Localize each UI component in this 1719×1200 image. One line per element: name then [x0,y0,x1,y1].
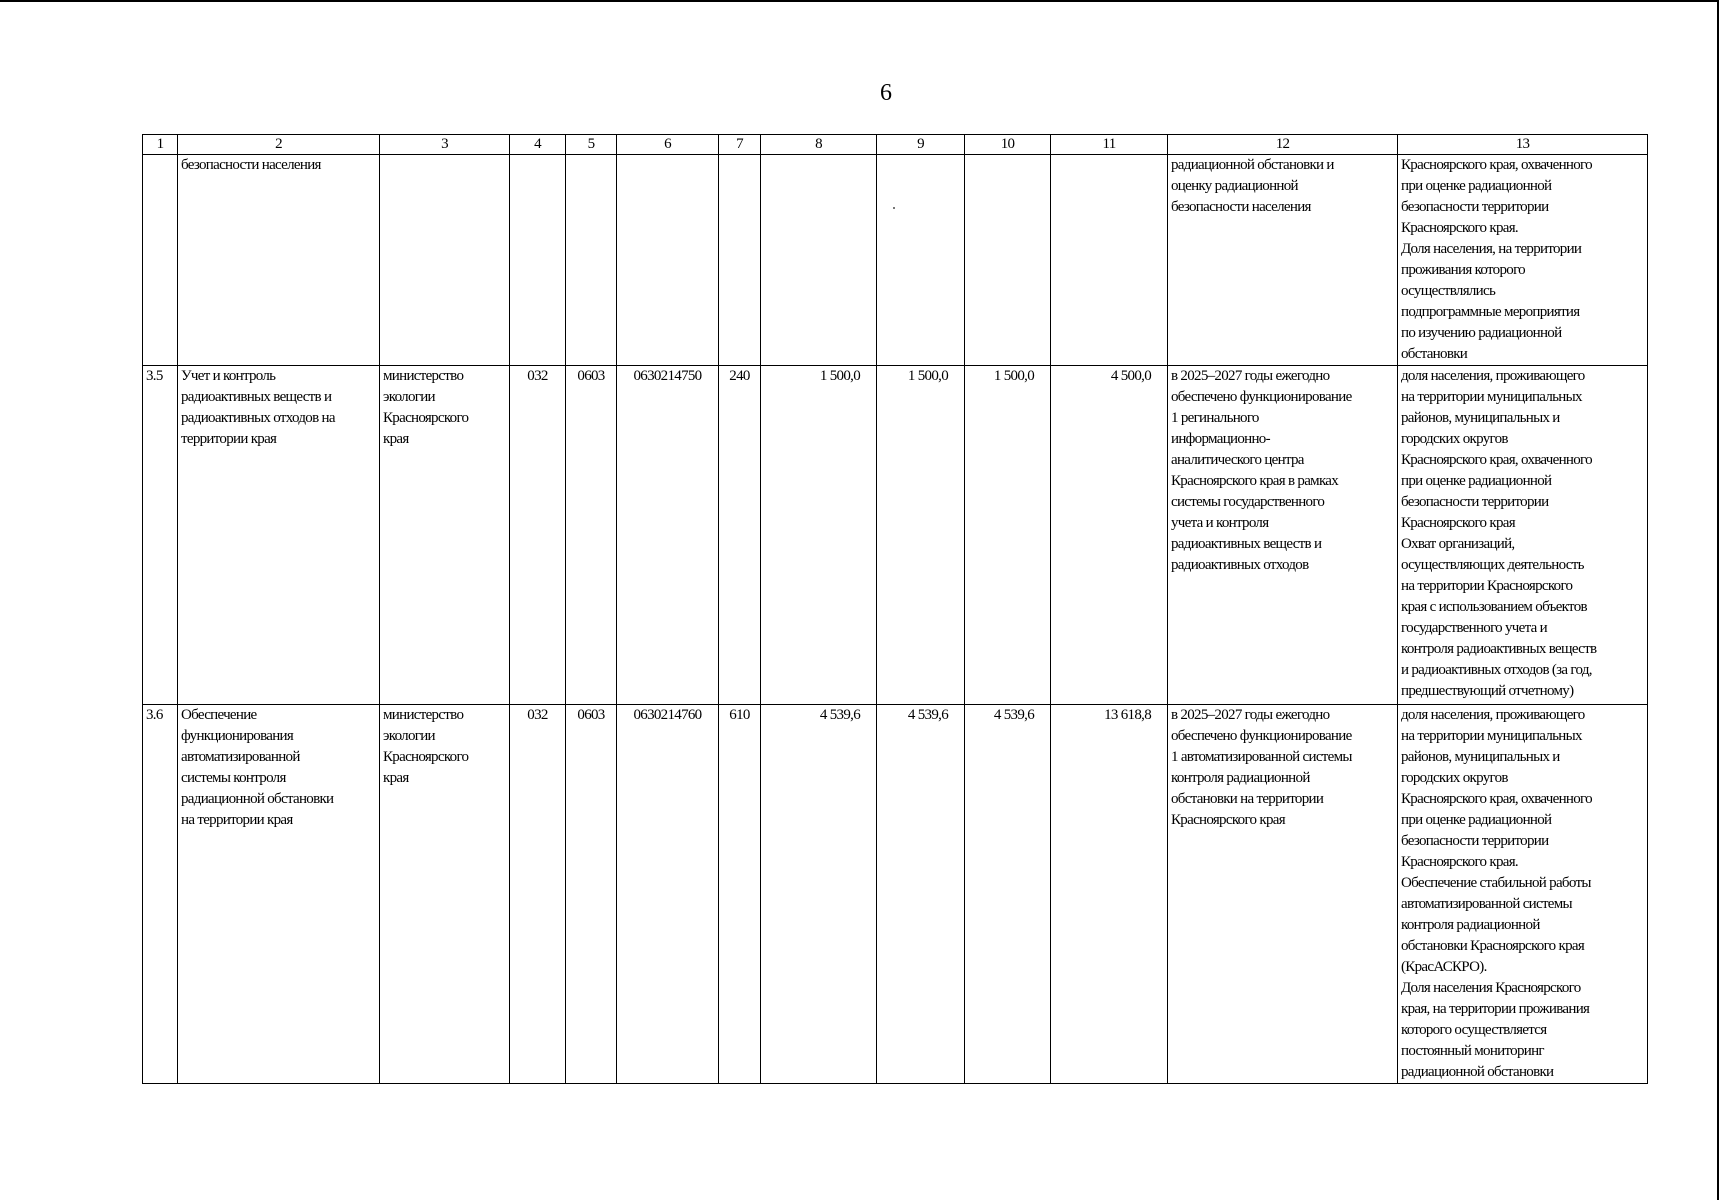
num-cell: 3.6 [143,705,178,1084]
executor-cell: министерство экологии Красноярского края [380,705,510,1084]
year-2026-cell: 1 500,0 [877,366,965,705]
grbs-cell: 032 [510,705,566,1084]
header-cell: 2 [178,135,380,155]
result-cell: в 2025–2027 годы ежегодно обеспечено функционирование 1 автоматизированной системы контроля радиационной обстановки на территории Красноярского края [1168,705,1398,1084]
year-2025-cell [761,155,877,366]
year-2025-cell: 4 539,6 [761,705,877,1084]
rzpr-cell [566,155,617,366]
vr-cell: 610 [719,705,761,1084]
name-cell: безопасности населения [178,155,380,366]
year-2025-cell: 1 500,0 [761,366,877,705]
header-cell: 10 [965,135,1051,155]
header-cell: 12 [1168,135,1398,155]
num-cell: 3.5 [143,366,178,705]
grbs-cell: 032 [510,366,566,705]
column-number-header-row [143,135,1648,155]
name-cell: Обеспечение функционирования автоматизированной системы контроля радиационной обстановки на территории края [178,705,380,1084]
header-cell: 11 [1051,135,1168,155]
grbs-cell [510,155,566,366]
total-cell: 13 618,8 [1051,705,1168,1084]
vr-cell [719,155,761,366]
indicator-cell: Красноярского края, охваченного при оценке радиационной безопасности территории Красноярского края. Доля населения, на территории проживания которого осуществлялись подпрограммные мероприятия по изучению радиационной обстановки [1398,155,1648,366]
year-2026-cell: 4 539,6 [877,705,965,1084]
program-activities-table [142,134,1648,1084]
table-row [143,705,1648,1084]
header-cell: 4 [510,135,566,155]
header-cell: 5 [566,135,617,155]
header-cell: 6 [617,135,719,155]
header-cell: 1 [143,135,178,155]
year-2027-cell: 1 500,0 [965,366,1051,705]
vr-cell: 240 [719,366,761,705]
executor-cell: министерство экологии Красноярского края [380,366,510,705]
indicator-cell: доля населения, проживающего на территории муниципальных районов, муниципальных и городских округов Красноярского края, охваченного при оценке радиационной безопасности территории Красноярского края. Обеспечение стабильной работы автоматизированной системы контроля радиационной обстановки Красноярского края (КрасАСКРО). Доля населения Красноярского края, на территории проживания которого осуществляется постоянный мониторинг радиационной обстановки [1398,705,1648,1084]
num-cell [143,155,178,366]
csr-cell [617,155,719,366]
indicator-cell: доля населения, проживающего на территории муниципальных районов, муниципальных и городских округов Красноярского края, охваченного при оценке радиационной безопасности территории Красноярского края Охват организаций, осуществляющих деятельность на территории Красноярского края с использованием объектов государственного учета и контроля радиоактивных веществ и радиоактивных отходов (за год, предшествующий отчетному) [1398,366,1648,705]
result-cell: в 2025–2027 годы ежегодно обеспечено функционирование 1 регинального информационно- аналитического центра Красноярского края в рамках системы государственного учета и контроля радиоактивных веществ и радиоактивных отходов [1168,366,1398,705]
header-cell: 3 [380,135,510,155]
year-2027-cell [965,155,1051,366]
header-cell: 8 [761,135,877,155]
header-cell: 7 [719,135,761,155]
header-cell: 13 [1398,135,1648,155]
year-2027-cell: 4 539,6 [965,705,1051,1084]
total-cell: 4 500,0 [1051,366,1168,705]
page-number: 6 [880,80,892,106]
rzpr-cell: 0603 [566,705,617,1084]
csr-cell: 0630214760 [617,705,719,1084]
csr-cell: 0630214750 [617,366,719,705]
year-2026-cell [877,155,965,366]
name-cell: Учет и контроль радиоактивных веществ и радиоактивных отходов на территории края [178,366,380,705]
total-cell [1051,155,1168,366]
executor-cell [380,155,510,366]
table-row-continuation [143,155,1648,366]
header-cell: 9 [877,135,965,155]
result-cell: радиационной обстановки и оценку радиационной безопасности населения [1168,155,1398,366]
table-row [143,366,1648,705]
rzpr-cell: 0603 [566,366,617,705]
